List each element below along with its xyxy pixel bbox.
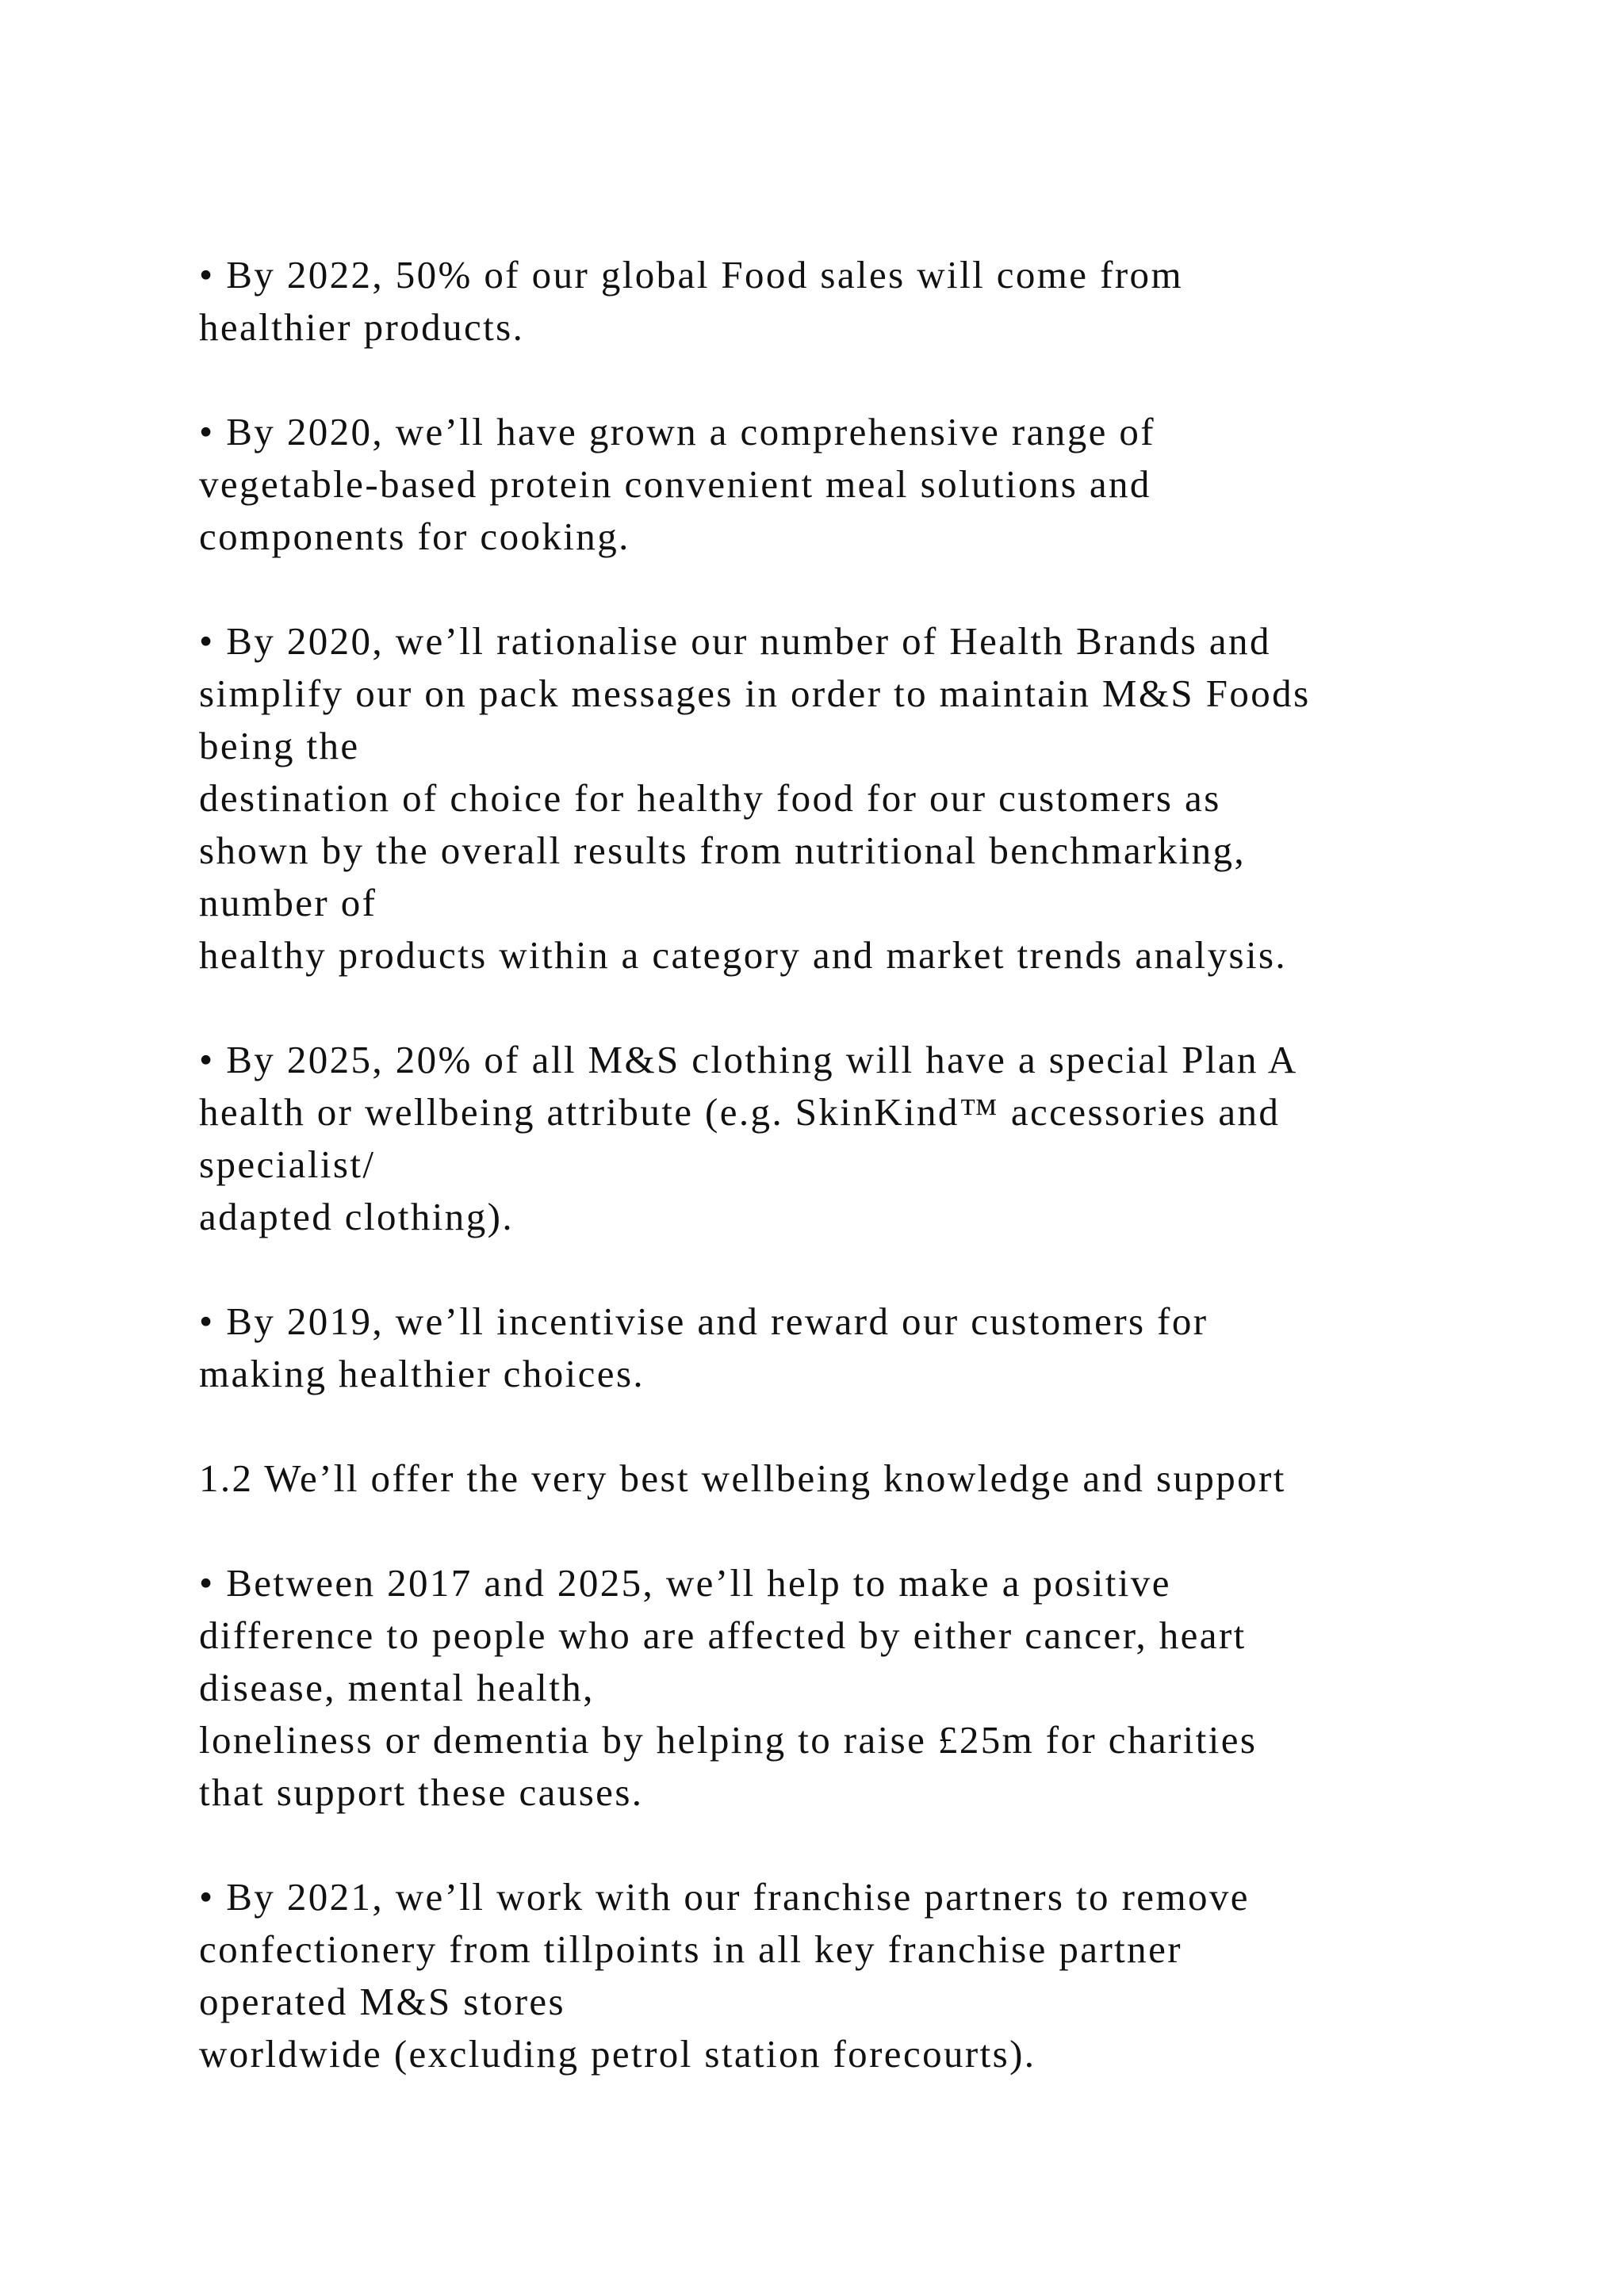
text-line: being the xyxy=(199,724,360,767)
bullet-charities xyxy=(199,1557,1547,1819)
text-line: worldwide (excluding petrol station forecourts). xyxy=(199,2032,1036,2076)
text-line: 1.2 We’ll offer the very best wellbeing knowledge and support xyxy=(199,1456,1286,1500)
text-line: healthier products. xyxy=(199,305,525,349)
text-line: that support these causes. xyxy=(199,1770,644,1814)
bullet-reward-choices xyxy=(199,1295,1547,1400)
text-line: simplify our on pack messages in order to maintain M&S Foods xyxy=(199,672,1311,715)
text-line: components for cooking. xyxy=(199,515,630,558)
text-line: health or wellbeing attribute (e.g. SkinKind™ accessories and xyxy=(199,1090,1281,1134)
text-line: disease, mental health, xyxy=(199,1666,595,1709)
text-line: • Between 2017 and 2025, we’ll help to make a positive xyxy=(199,1561,1171,1605)
text-line: operated M&S stores xyxy=(199,1980,566,2023)
text-line: • By 2022, 50% of our global Food sales will come from xyxy=(199,253,1183,297)
text-line: number of xyxy=(199,881,377,924)
text-line: difference to people who are affected by either cancer, heart xyxy=(199,1613,1247,1657)
bullet-food-sales xyxy=(199,249,1547,354)
text-line: making healthier choices. xyxy=(199,1352,645,1395)
text-line: loneliness or dementia by helping to raise £25m for charities xyxy=(199,1718,1258,1762)
text-line: adapted clothing). xyxy=(199,1195,514,1238)
section-heading-1-2 xyxy=(199,1452,1547,1505)
bullet-health-brands xyxy=(199,615,1547,982)
text-line: destination of choice for healthy food for our customers as xyxy=(199,776,1221,820)
document-body xyxy=(199,249,1547,2133)
text-line: specialist/ xyxy=(199,1142,376,1186)
text-line: shown by the overall results from nutritional benchmarking, xyxy=(199,828,1247,872)
text-line: • By 2021, we’ll work with our franchise partners to remove xyxy=(199,1875,1250,1919)
bullet-franchise-tillpoints xyxy=(199,1871,1547,2080)
text-line: • By 2020, we’ll rationalise our number of Health Brands and xyxy=(199,619,1271,663)
text-line: • By 2025, 20% of all M&S clothing will have a special Plan A xyxy=(199,1038,1298,1081)
text-line: • By 2019, we’ll incentivise and reward our customers for xyxy=(199,1299,1208,1343)
text-line: confectionery from tillpoints in all key franchise partner xyxy=(199,1927,1182,1971)
bullet-clothing-plan-a xyxy=(199,1034,1547,1243)
text-line: healthy products within a category and market trends analysis. xyxy=(199,933,1288,977)
text-line: vegetable-based protein convenient meal solutions and xyxy=(199,462,1151,506)
bullet-vegetable-protein xyxy=(199,406,1547,563)
text-line: • By 2020, we’ll have grown a comprehensive range of xyxy=(199,410,1156,453)
